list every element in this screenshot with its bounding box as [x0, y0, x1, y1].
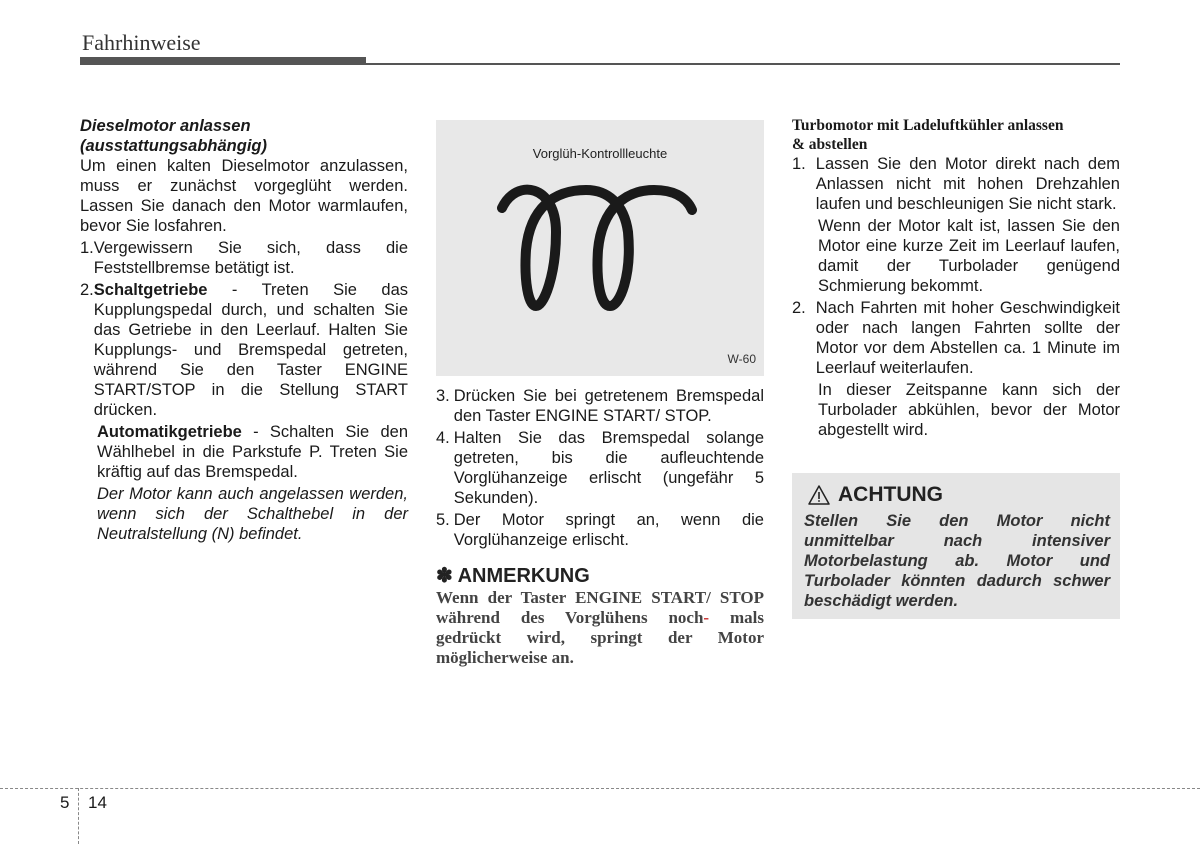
- item-number: 5.: [436, 511, 450, 529]
- list-item: [436, 510, 764, 550]
- figure-caption: Vorglüh-Kontrollleuchte: [532, 146, 668, 161]
- heading-line: & abstellen: [792, 136, 868, 153]
- heading-line: Dieselmotor anlassen: [80, 117, 251, 135]
- intro-paragraph: Um einen kalten Dieselmotor anzulassen, muss er zunächst vorgeglüht werden. Lassen Sie danach den Motor warmlaufen, bevor Sie losfahren.: [80, 157, 408, 235]
- list-item: [436, 428, 764, 508]
- note-asterisk-icon: ✽: [436, 565, 453, 587]
- header-rule-thick: [80, 57, 366, 65]
- diesel-start-heading: [80, 116, 408, 156]
- item-subparagraph: In dieser Zeitspanne kann sich der Turbolader abkühlen, bevor der Motor abgestellt wird.: [818, 381, 1120, 439]
- list-item: [792, 298, 1120, 378]
- item-number: 4.: [436, 429, 450, 447]
- note-heading: [436, 564, 764, 588]
- warning-text: Stellen Sie den Motor nicht unmittelbar nach intensiver Motorbelastung ab. Motor und Turbolader könnten dadurch schwer beschädigt werden.: [804, 512, 1110, 610]
- note-heading-label: ANMERKUNG: [457, 565, 590, 587]
- list-item: [436, 386, 764, 426]
- glow-plug-coil-icon: [436, 120, 764, 376]
- automatic-paragraph: [80, 422, 408, 482]
- footer-divider: [78, 788, 79, 844]
- list-item: [80, 280, 408, 420]
- manual-gearbox-text: - Treten Sie das Kupplungspedal durch, und schalten Sie das Getriebe in den Leerlauf. Halten Sie Kupplungs- und Bremspedal getreten, während Sie den Taster ENGINE START/STOP in die Stellung START drücken.: [93, 281, 408, 419]
- item-text: Halten Sie das Bremspedal solange getreten, bis die aufleuchtende Vorglühanzeige erlischt (ungefähr 5 Sekunden).: [453, 429, 764, 507]
- item-text: [94, 280, 408, 420]
- list-item: [792, 154, 1120, 214]
- list-item: [80, 238, 408, 278]
- item-text: Der Motor springt an, wenn die Vorglühanzeige erlischt.: [453, 511, 764, 549]
- note-hyphen: -: [703, 608, 710, 627]
- item-text: Vergewissern Sie sich, dass die Feststellbremse betätigt ist.: [93, 239, 408, 277]
- column-right: [792, 116, 1120, 440]
- note-text: [436, 588, 764, 668]
- column-middle: [436, 386, 764, 668]
- neutral-note: Der Motor kann auch angelassen werden, wenn sich der Schalthebel in der Neutralstellung (N) befindet.: [97, 485, 408, 543]
- item-number: 1.: [792, 155, 806, 173]
- item-subparagraph: Wenn der Motor kalt ist, lassen Sie den Motor eine kurze Zeit im Leerlauf laufen, damit der Turbolader genügend Schmierung bekommt.: [818, 217, 1120, 295]
- column-left: [80, 116, 408, 544]
- warning-triangle-icon: [808, 485, 830, 505]
- warning-label: ACHTUNG: [838, 483, 943, 506]
- automatic-label: Automatikgetriebe: [97, 423, 242, 441]
- warning-box: [792, 473, 1120, 619]
- glow-indicator-figure: [436, 120, 764, 376]
- page-number: 14: [88, 793, 107, 812]
- footer-rule: [0, 788, 1200, 789]
- item-number: 3.: [436, 387, 450, 405]
- item-text: Lassen Sie den Motor direkt nach dem Anlassen nicht mit hohen Drehzahlen laufen und beschleunigen Sie nicht stark.: [815, 155, 1120, 213]
- manual-gearbox-label: Schaltgetriebe: [93, 281, 208, 299]
- section-title: Fahrhinweise: [82, 30, 201, 55]
- note-text-part: Wenn der Taster ENGINE START/ STOP während des Vorglühens noch: [436, 588, 764, 627]
- warning-header: [808, 483, 943, 507]
- header-rule-thin: [366, 63, 1120, 65]
- note-text-part: mals gedrückt wird, springt der Motor möglicherweise an.: [436, 608, 764, 667]
- figure-code: W-60: [727, 352, 756, 366]
- automatic-text: - Schalten Sie den Wählhebel in die Parkstufe P. Treten Sie kräftig auf das Bremspedal.: [97, 423, 408, 481]
- item-number: 2.: [792, 299, 806, 317]
- item-text: Nach Fahrten mit hoher Geschwindigkeit oder nach langen Fahrten sollte der Motor vor dem Abstellen ca. 1 Minute im Leerlauf weiterlaufen.: [815, 299, 1120, 377]
- chapter-number: 5: [60, 793, 70, 812]
- item-number: 1.: [80, 239, 94, 257]
- turbo-heading: [792, 116, 1120, 154]
- heading-line: Turbomotor mit Ladeluftkühler anlassen: [792, 117, 1064, 134]
- item-text: Drücken Sie bei getretenem Bremspedal den Taster ENGINE START/ STOP.: [453, 387, 764, 425]
- item-number: 2.: [80, 281, 94, 299]
- heading-line: (ausstattungsabhängig): [80, 137, 268, 155]
